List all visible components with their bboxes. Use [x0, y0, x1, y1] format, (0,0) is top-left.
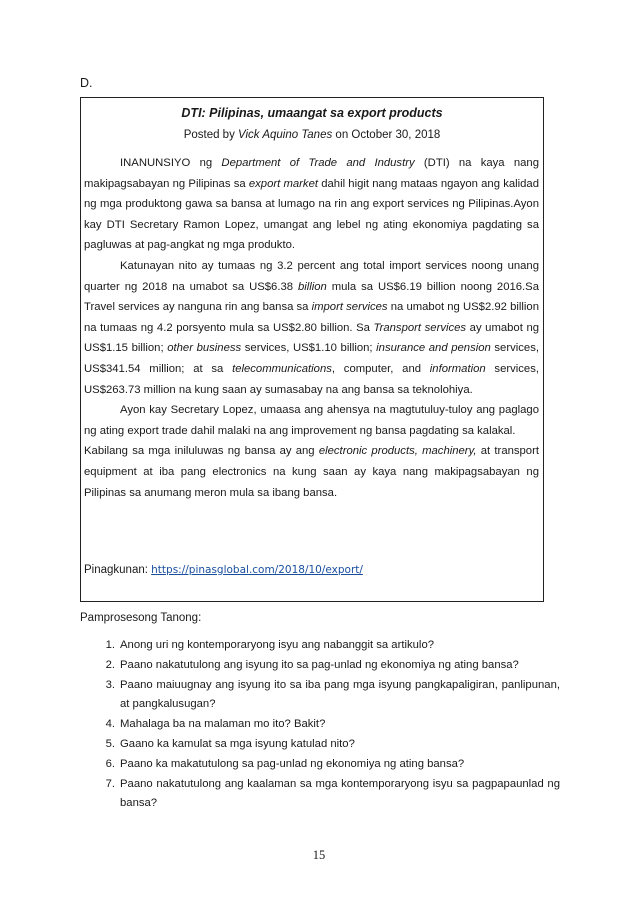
question-text: Paano nakatutulong ang kaalaman sa mga kontemporaryong isyu sa pagpapaunlad ng bansa?: [120, 777, 560, 810]
p4-text: at transport equipment at iba pang electronics na kung saan ay kaya nang makipagsabayan ng Pilipinas sa anumang meron mula sa ibang bansa.: [84, 445, 539, 499]
section-letter: D.: [80, 76, 93, 90]
question-number: 1.: [105, 639, 115, 651]
question-item: [80, 715, 560, 735]
p2-italic: telecommunications: [232, 362, 332, 375]
question-text: Mahalaga ba na malaman mo ito? Bakit?: [120, 718, 326, 731]
p2-italic: other business: [167, 342, 242, 355]
paragraph-2: [84, 256, 539, 400]
paragraph-3: Ayon kay Secretary Lopez, umaasa ang ahensya na magtutuluy-tuloy ang paglago ng ating export trade dahil malaki na ang improvement ng bansa pagdating sa kalakal.: [84, 404, 539, 437]
source-line: [84, 564, 363, 576]
p4-text: Kabilang sa mga iniluluwas ng bansa ay ang: [84, 445, 319, 458]
p1-italic: Department of Trade and Industry: [221, 157, 415, 169]
question-text: Gaano ka kamulat sa mga isyung katulad nito?: [120, 737, 355, 750]
question-item: [80, 775, 560, 815]
p1-text: INANUNSIYO ng: [120, 157, 222, 169]
paragraph-1: [84, 153, 539, 256]
p2-text: ay umabot ng US$1.15 billion;: [84, 321, 540, 355]
questions-list: [80, 636, 560, 814]
question-text: Paano maiuugnay ang isyung ito sa iba pang mga isyung pangkapaligiran, panlipunan, at pangkalusugan?: [120, 678, 560, 711]
byline-suffix: on October 30, 2018: [332, 129, 441, 141]
question-item: [80, 735, 560, 755]
question-item: [80, 755, 560, 775]
article-title: DTI: Pilipinas, umaangat sa export products: [181, 106, 443, 120]
p2-italic: information: [429, 362, 486, 375]
question-number: 5.: [105, 737, 115, 750]
question-number: 7.: [105, 777, 115, 790]
source-label: Pinagkunan:: [84, 564, 152, 576]
article-box: [80, 97, 544, 602]
page-number: 15: [312, 848, 326, 862]
byline-author: Vick Aquino Tanes: [238, 129, 333, 141]
question-number: 6.: [105, 757, 115, 770]
p2-italic: Transport services: [373, 321, 467, 334]
article-body: [84, 153, 539, 503]
p1-text: (DTI) na kaya nang makipagsabayan ng Pilipinas sa: [84, 157, 539, 190]
questions-heading: Pamprosesong Tanong:: [80, 612, 202, 624]
question-number: 2.: [105, 658, 115, 671]
p2-text: , computer, and: [331, 362, 430, 375]
paragraph-4: [84, 441, 539, 503]
p1-text: dahil higit nang mataas ngayon ang kalidad ng mga produktong gawa sa bansa at lumago na rin ang export services ng Pilipinas.Ayon kay DTI Secretary Ramon Lopez, umangat ang lebel ng ating ekonomiya pagdating sa pagluwas at pag-angkat ng mga produkto.: [84, 177, 539, 252]
question-text: Anong uri ng kontemporaryong isyu ang nabanggit sa artikulo?: [120, 639, 435, 651]
p2-text: Katunayan nito ay tumaas ng 3.2 percent ang total import services noong unang quarter ng 2018 na umabot sa US$6.38: [84, 259, 539, 293]
p2-italic: insurance and pension: [376, 342, 491, 355]
p2-italic: import services: [311, 301, 388, 314]
p2-text: services, US$1.10 billion;: [241, 342, 377, 355]
p2-text: na umabot ng US$2.92 billion na tumaas ng 4.2 porsyento mula sa US$2.80 billion. Sa: [84, 301, 539, 334]
question-text: Paano ka makatutulong sa pag-unlad ng ekonomiya ng ating bansa?: [120, 757, 465, 770]
p2-text: services, US$341.54 million; at sa: [84, 342, 539, 375]
question-item: [80, 656, 560, 676]
question-item: [80, 636, 560, 656]
question-number: 3.: [105, 678, 115, 691]
p2-italic: billion: [297, 280, 327, 293]
question-text: Paano nakatutulong ang isyung ito sa pag-unlad ng ekonomiya ng ating bansa?: [120, 658, 519, 671]
p1-italic: export market: [248, 177, 318, 190]
article-byline: [81, 129, 543, 141]
source-link[interactable]: https://pinasglobal.com/2018/10/export/: [151, 564, 363, 576]
p2-text: services, US$263.73 million na kung saan ay sumasabay na ang bansa sa teknolohiya.: [84, 362, 539, 396]
p2-text: mula sa US$6.19 billion noong 2016.Sa Travel services ay nanguna rin ang bansa sa: [84, 280, 539, 314]
p4-italic: electronic products, machinery,: [318, 445, 477, 458]
question-item: [80, 676, 560, 716]
question-number: 4.: [105, 718, 115, 731]
byline-prefix: Posted by: [183, 129, 239, 141]
